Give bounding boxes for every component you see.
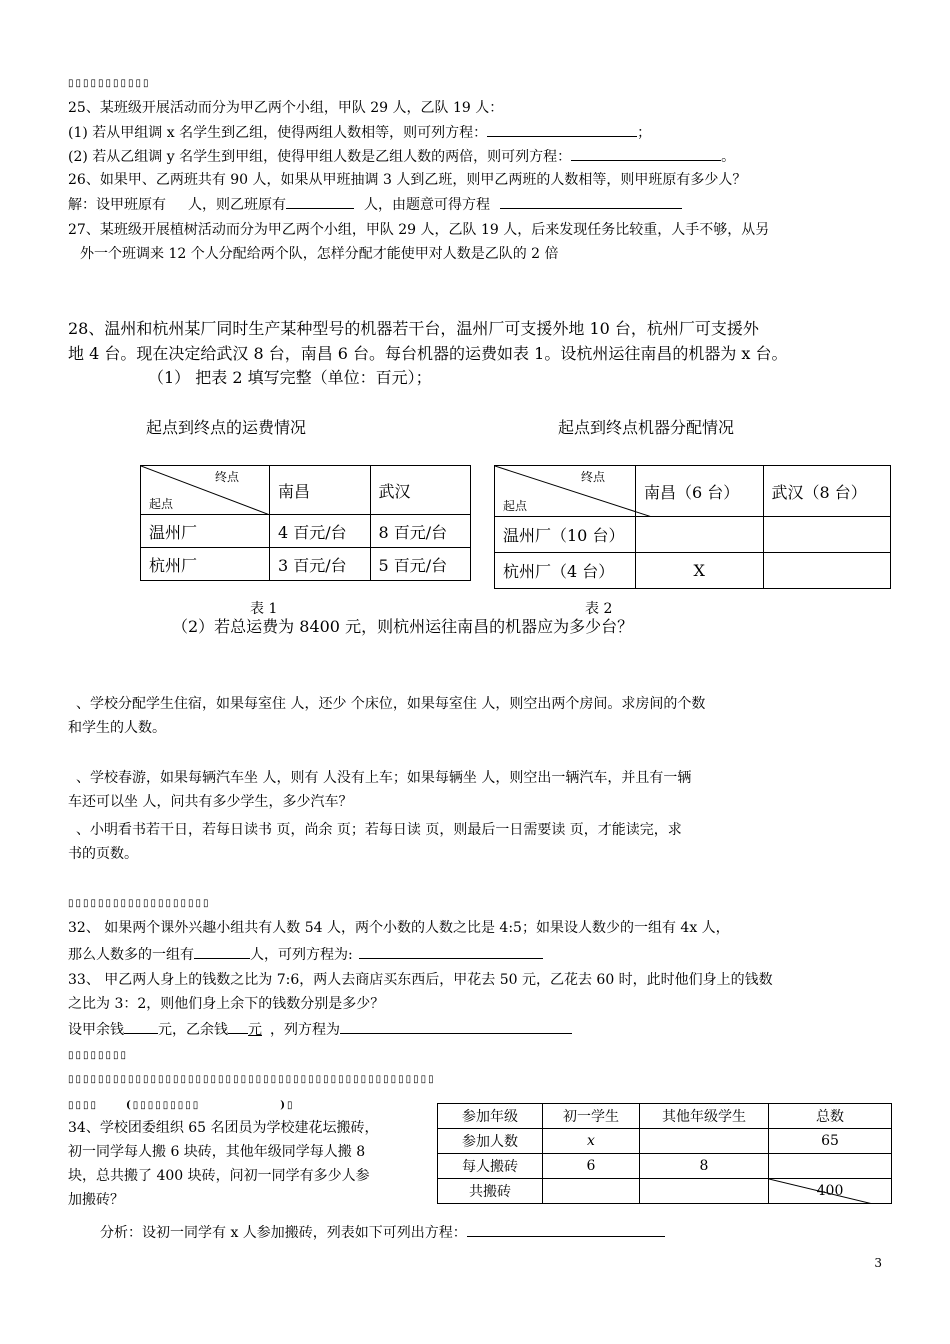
q25-part1: (1) 若从甲组调 x 名学生到乙组，使得两组人数相等，则可列方程： ； — [68, 122, 651, 143]
answer-cell[interactable] — [640, 1179, 769, 1204]
garbled-heading: ▯▯▯▯▯▯▯▯ — [68, 1050, 129, 1061]
table-cell: 3 百元/台 — [270, 548, 371, 581]
row-header: 每人搬砖 — [438, 1154, 543, 1179]
q25-stem: 25、某班级开展活动而分为甲乙两个小组，甲队 29 人，乙队 19 人： — [68, 100, 504, 116]
answer-blank[interactable] — [467, 1222, 665, 1237]
q30-line1: 、学校春游，如果每辆汽车坐 人，则有 人没有上车；如果每辆坐 人，则空出一辆汽车，并且有一辆 — [76, 770, 692, 786]
q33-line2: 之比为 3：2，则他们身上余下的钱数分别是多少？ — [68, 996, 385, 1012]
answer-cell[interactable]: X — [636, 553, 764, 589]
q34-analysis: 分析：设初一同学有 x 人参加搬砖，列表如下可列出方程： — [100, 1222, 665, 1243]
row-header: 杭州厂（4 台） — [495, 553, 636, 589]
table-cell: x — [543, 1129, 640, 1154]
garbled-section-heading: ▯▯▯▯▯▯▯▯▯▯▯▯▯▯▯▯▯▯▯ — [68, 898, 211, 909]
q34-line2: 初一同学每人搬 6 块砖，其他年级同学每人搬 8 — [68, 1144, 366, 1160]
row-header: 杭州厂 — [141, 548, 270, 581]
answer-blank[interactable] — [340, 1019, 572, 1034]
q28-part2: （2）若总运费为 8400 元，则杭州运往南昌的机器应为多少台？ — [172, 617, 634, 636]
column-header: 参加年级 — [438, 1104, 543, 1129]
answer-cell[interactable] — [640, 1129, 769, 1154]
answer-cell[interactable] — [636, 517, 764, 553]
answer-blank[interactable] — [487, 122, 637, 137]
column-header: 南昌（6 台） — [636, 466, 764, 517]
q33-line3: 设甲余钱 元，乙余钱 元 ，列方程为 — [68, 1019, 572, 1040]
q29-line2: 和学生的人数。 — [68, 720, 166, 736]
q32-line2: 那么人数多的一组有 人，可列方程为: — [68, 944, 543, 965]
q31-line1: 、小明看书若干日，若每日读书 页，尚余 页；若每日读 页，则最后一日需要读 页，才能读完，求 — [76, 822, 682, 838]
table2-caption: 表 2 — [585, 601, 613, 617]
q26-solution: 解：设甲班原有 人，则乙班原有 人，由题意可得方程 — [68, 194, 682, 215]
q33-line1: 33、 甲乙两人身上的钱数之比为 7:6，两人去商店买东西后，甲花去 50 元，乙花去 60 时，此时他们身上的钱数 — [68, 972, 773, 988]
column-header: 其他年级学生 — [640, 1104, 769, 1129]
freight-cost-table — [140, 465, 471, 581]
q26-stem: 26、如果甲、乙两班共有 90 人，如果从甲班抽调 3 人到乙班，则甲乙两班的人数相等，则甲班原有多少人？ — [68, 172, 747, 188]
q28-line1: 28、温州和杭州某厂同时生产某种型号的机器若干台，温州厂可支援外地 10 台，杭州厂可支援外 — [68, 319, 759, 338]
table-corner-cell: 终点 起点 — [141, 466, 270, 515]
column-header: 总数 — [769, 1104, 892, 1129]
answer-cell[interactable] — [769, 1154, 892, 1179]
row-header: 温州厂（10 台） — [495, 517, 636, 553]
table-cell: 8 百元/台 — [370, 515, 471, 548]
q28-line2: 地 4 台。现在决定给武汉 8 台，南昌 6 台。每台机器的运费如表 1。设杭州运往南昌的机器为 x 台。 — [68, 344, 788, 363]
table-cell: 6 — [543, 1154, 640, 1179]
page-number: 3 — [874, 1256, 882, 1270]
row-header: 温州厂 — [141, 515, 270, 548]
answer-blank[interactable] — [571, 146, 721, 161]
answer-cell[interactable] — [763, 553, 891, 589]
table1-title: 起点到终点的运费情况 — [146, 418, 307, 437]
answer-cell[interactable] — [543, 1179, 640, 1204]
answer-blank[interactable] — [194, 944, 250, 959]
q32-line1: 32、 如果两个课外兴趣小组共有人数 54 人，两个小数的人数之比是 4:5；如果设人数少的一组有 4x 人， — [68, 920, 730, 936]
table-corner-cell: 终点 起点 — [495, 466, 636, 517]
q29-line1: 、学校分配学生住宿，如果每室住 人，还少 个床位，如果每室住 人，则空出两个房间。求房间的个数 — [76, 696, 706, 712]
column-header: 南昌 — [270, 466, 371, 515]
row-header: 参加人数 — [438, 1129, 543, 1154]
q28-part1: （1） 把表 2 填写完整（单位：百元）； — [148, 368, 432, 387]
table-cell: 65 — [769, 1129, 892, 1154]
q34-line4: 加搬砖？ — [68, 1192, 124, 1208]
answer-blank[interactable] — [286, 194, 354, 209]
table2-title: 起点到终点机器分配情况 — [558, 418, 735, 437]
table-cell: 5 百元/台 — [370, 548, 471, 581]
table-cell: 400 — [769, 1179, 892, 1204]
garbled-text-line: ▯▯▯▯ (▯▯▯▯▯▯▯▯▯ )▯ — [68, 1100, 295, 1111]
answer-blank[interactable] — [359, 944, 543, 959]
answer-blank[interactable] — [228, 1019, 248, 1034]
column-header: 武汉 — [370, 466, 471, 515]
brick-count-table — [437, 1103, 892, 1204]
q30-line2: 车还可以坐 人，问共有多少学生，多少汽车？ — [68, 794, 353, 810]
q34-line3: 块，总共搬了 400 块砖，问初一同学有多少人参 — [68, 1168, 370, 1184]
answer-cell[interactable] — [763, 517, 891, 553]
q31-line2: 书的页数。 — [68, 846, 138, 862]
row-header: 共搬砖 — [438, 1179, 543, 1204]
machine-allocation-table — [494, 465, 891, 589]
column-header: 武汉（8 台） — [763, 466, 891, 517]
q27-line1: 27、某班级开展植树活动而分为甲乙两个小组，甲队 29 人，乙队 19 人，后来发现任务比较重，人手不够，从另 — [68, 222, 770, 238]
table-cell: 8 — [640, 1154, 769, 1179]
answer-blank[interactable] — [124, 1019, 158, 1034]
column-header: 初一学生 — [543, 1104, 640, 1129]
table-cell: 4 百元/台 — [270, 515, 371, 548]
q34-line1: 34、学校团委组织 65 名团员为学校建花坛搬砖， — [68, 1120, 379, 1136]
table1-caption: 表 1 — [250, 601, 278, 617]
garbled-text-line: ▯▯▯▯▯▯▯▯▯▯▯▯▯▯▯▯▯▯▯▯▯▯▯▯▯▯▯▯▯▯▯▯▯▯▯▯▯▯▯▯▯▯▯▯▯▯▯▯▯ — [68, 1074, 436, 1085]
q27-line2: 外一个班调来 12 个人分配给两个队，怎样分配才能使甲对人数是乙队的 2 倍 — [80, 246, 559, 262]
q25-part2: (2) 若从乙组调 y 名学生到甲组，使得甲组人数是乙组人数的两倍，则可列方程： 。 — [68, 146, 735, 167]
answer-blank[interactable] — [500, 194, 682, 209]
header-garbled-text: ▯▯▯▯▯▯▯▯▯▯▯ — [68, 78, 151, 89]
